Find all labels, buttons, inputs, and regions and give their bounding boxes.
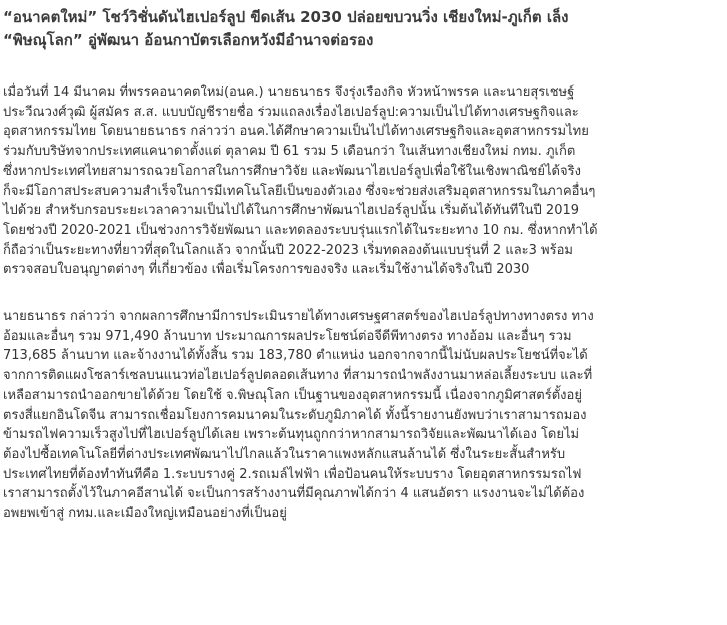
paragraph-line: ตรวจสอบใบอนุญาตต่างๆ ที่เกี่ยวข้อง เพื่อเริ่มโครงการของจริง และเริ่มใช้งานได้จริงในปี 2030 [3,262,530,278]
headline-line: “พิษณุโลก” อู่พัฒนา อ้อนกาบัตรเลือกหวังมีอำนาจต่อรอง [3,31,374,49]
paragraph-line: ประวีณวงศ์วุฒิ ผู้สมัคร ส.ส. แบบบัญชีรายชื่อ ร่วมแถลงเรื่องไฮเปอร์ลูป:ความเป็นไปได้ทางเศรษฐกิจและ [3,104,579,120]
paragraph-line: ก็จะมีโอกาสประสบความสำเร็จในการมีเทคโนโลยีเป็นของตัวเอง ซึ่งจะช่วยส่งเสริมอุตสาหกรรมในภาคอื่นๆ [3,183,596,199]
paragraph-line: ต้องไปซื้อเทคโนโลยีที่ต่างประเทศพัฒนาไปไกลแล้วในราคาแพงหลักแสนล้านได้ ซึ่งในระยะสั้นสำหรับ [3,446,566,462]
paragraph-line: เมื่อวันที่ 14 มีนาคม ที่พรรคอนาคตใหม่(อนค.) นายธนาธร จึงรุ่งเรืองกิจ หัวหน้าพรรค และนายสุรเชษฐ์ [3,85,575,100]
paragraph-line: 713,685 ล้านบาท และจ้างงานได้ทั้งสิ้น รวม 183,780 ตำแหน่ง นอกจากจากนี้ไม่นับผลประโยชน์ที่จะได้ [3,348,588,364]
paragraph-line: ข้ามรถไฟความเร็วสูงไปที่ไฮเปอร์ลูปได้เลย เพราะต้นทุนถูกกว่าหากสามารถวิจัยและพัฒนาได้เอง โดยไม่ [3,427,580,443]
paragraph-line: นายธนาธร กล่าวว่า จากผลการศึกษามีการประเมินรายได้ทางเศรษฐศาสตร์ของไฮเปอร์ลูปทางทางตรง ทาง [3,309,594,325]
paragraph-line: เราสามารถตั้งไว้ในภาคอีสานได้ จะเป็นการสร้างงานที่มีคุณภาพได้กว่า 4 แสนอัตรา แรงงานจะไม่ได้ต้อง [3,486,585,502]
paragraph-line: อ้อมและอื่นๆ รวม 971,490 ล้านบาท ประมาณการผลประโยชน์ต่อจีดีพีทางตรง ทางอ้อม และอื่นๆ รวม [3,328,572,344]
paragraph-line: โดยช่วงปี 2020-2021 เป็นช่วงการวิจัยพัฒนา และทดลองระบบรุ่นแรกได้ในระยะทาง 10 กม. ซึ่งหากทำได้ [3,222,598,238]
paragraph-line: ประเทศไทยที่ต้องทำทันทีคือ 1.ระบบรางคู่ 2.รถเมล์ไฟฟ้า เพื่อป้อนคนให้ระบบราง โดยอุตสาหกรรมรถไฟ [3,466,582,482]
paragraph-line: อพยพเข้าสู่ กทม.และเมืองใหญ่เหมือนอย่างที่เป็นอยู่ [3,506,287,522]
paragraph-line: จากการติดแผงโซลาร์เซลบนแนวท่อไฮเปอร์ลูปตลอดเส้นทาง ที่สามารถนำพลังงานมาหล่อเลี้ยงระบบ และที่ [3,368,593,384]
paragraph-line: อุตสาหกรรมไทย โดยนายธนาธร กล่าวว่า อนค.ได้ศึกษาความเป็นไปได้ทางเศรษฐกิจและอุตสาหกรรมไทย [3,124,589,140]
paragraph-line: ก็ถือว่าเป็นระยะทางที่ยาวที่สุดในโลกแล้ว จากนั้นปี 2022-2023 เริ่มทดลองต้นแบบรุ่นที่ 2 และ3 พร้อม [3,242,573,258]
article-paragraph-2 [3,307,717,524]
paragraph-line: ร่วมกับบริษัทจากประเทศแคนาดาตั้งแต่ ตุลาคม ปี 61 รวม 5 เดือนกว่า ในเส้นทางเชียงใหม่ กทม. ภูเก็ต [3,144,576,160]
paragraph-line: ตรงสี่แยกอินโดจีน สามารถเชื่อมโยงการคมนาคมในระดับภูมิภาคได้ ทั้งนี้รายงานยังพบว่าเราสามารถมอง [3,407,587,423]
paragraph-line: ไปด้วย สำหรับกรอบระยะเวลาความเป็นไปได้ในการศึกษาพัฒนาไฮเปอร์ลูปนั้น เริ่มต้นได้ทันทีในปี 2019 [3,203,580,219]
headline-line: “อนาคตใหม่” โชว์วิชั่นดันไฮเปอร์ลูป ขีดเส้น 2030 ปล่อยขบวนวิ่ง เชียงใหม่-ภูเก็ต เล็ง [3,8,569,26]
paragraph-line: ซึ่งหากประเทศไทยสามารถฉวยโอกาสในการศึกษาวิจัย และพัฒนาไฮเปอร์ลูปเพื่อใช้ในเชิงพาณิชย์ได้จริง [3,163,581,179]
paragraph-line: เหลือสามารถนำออกขายได้ด้วย โดยใช้ จ.พิษณุโลก เป็นฐานของอุตสาหกรรมนี้ เนื่องจากภูมิศาสตร์ตั้งอยู่ [3,387,582,403]
article-headline [3,6,717,52]
article-paragraph-1 [3,83,717,280]
